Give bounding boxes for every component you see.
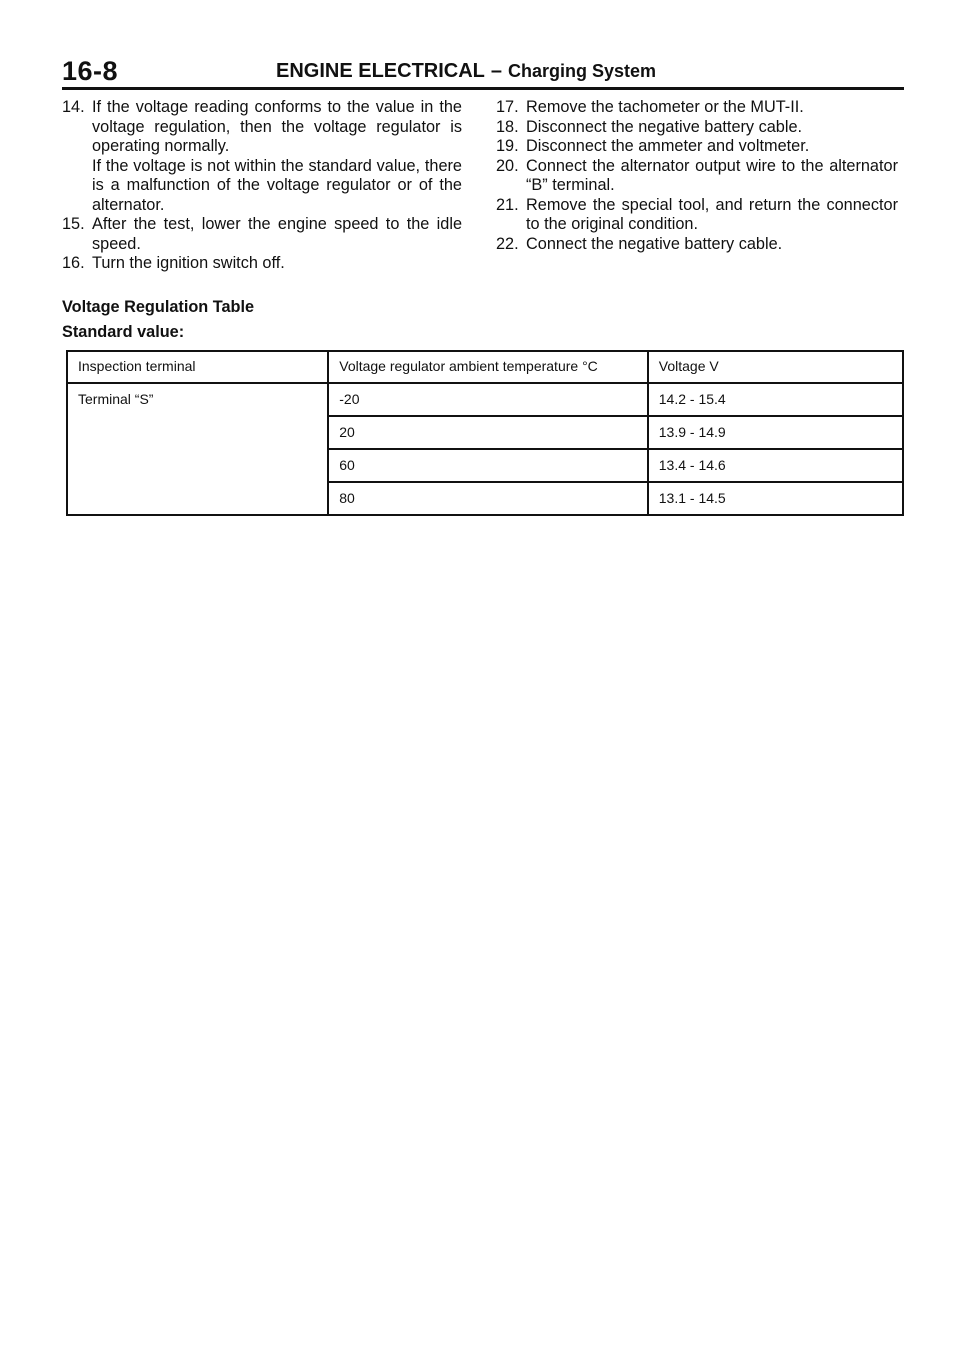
table-row — [67, 383, 903, 416]
step-number: 16. — [62, 254, 85, 272]
page-header — [62, 56, 904, 86]
voltage-cell: 14.2 - 15.4 — [648, 383, 903, 416]
step-text — [526, 137, 898, 157]
terminal-cell: Terminal “S” — [67, 383, 328, 515]
subsection-title: Charging System — [508, 61, 657, 81]
step-paragraph: Remove the tachometer or the MUT-II. — [526, 98, 804, 116]
page-title — [276, 60, 656, 83]
step-text — [526, 118, 898, 138]
step-paragraph: If the voltage is not within the standard value, there is a malfunction of the voltage regulator or of the alternator. — [92, 156, 462, 214]
step-18 — [496, 118, 898, 138]
step-number: 19. — [496, 137, 519, 155]
step-20 — [496, 157, 898, 196]
step-text — [92, 98, 462, 215]
title-separator: – — [490, 60, 503, 82]
column-header-voltage: Voltage V — [648, 351, 903, 383]
step-text — [526, 98, 898, 118]
step-number: 21. — [496, 195, 519, 214]
column-header-temperature: Voltage regulator ambient temperature °C — [328, 351, 648, 383]
step-paragraph: Disconnect the negative battery cable. — [526, 117, 803, 136]
voltage-regulation-table — [66, 350, 904, 516]
step-19 — [496, 137, 898, 157]
voltage-cell: 13.1 - 14.5 — [648, 482, 903, 515]
step-paragraph: Connect the alternator output wire to the alternator “B” terminal. — [526, 156, 898, 194]
step-number: 17. — [496, 98, 519, 116]
step-14 — [62, 98, 462, 215]
voltage-cell: 13.4 - 14.6 — [648, 449, 903, 482]
step-21 — [496, 196, 898, 235]
steps-right-column — [496, 98, 898, 254]
temperature-cell: 80 — [328, 482, 648, 515]
section-title: ENGINE ELECTRICAL — [276, 60, 485, 82]
step-number: 20. — [496, 156, 519, 175]
step-text — [92, 254, 462, 274]
step-17 — [496, 98, 898, 118]
step-paragraph: Turn the ignition switch off. — [92, 254, 285, 272]
step-text — [526, 157, 898, 196]
step-paragraph: If the voltage reading conforms to the value in the voltage regulation, then the voltage regulator is operating normally. — [92, 98, 462, 155]
step-paragraph: Connect the negative battery cable. — [526, 234, 783, 253]
temperature-cell: 60 — [328, 449, 648, 482]
voltage-cell: 13.9 - 14.9 — [648, 416, 903, 449]
step-number: 18. — [496, 117, 519, 136]
temperature-cell: 20 — [328, 416, 648, 449]
step-paragraph: Remove the special tool, and return the connector to the original condition. — [526, 195, 898, 233]
step-15 — [62, 215, 462, 254]
table-heading: Voltage Regulation Table — [62, 298, 255, 316]
step-paragraph: Disconnect the ammeter and voltmeter. — [526, 137, 810, 155]
step-22 — [496, 235, 898, 255]
step-number: 22. — [496, 234, 519, 253]
step-paragraph: After the test, lower the engine speed to the idle speed. — [92, 215, 462, 253]
steps-left-column — [62, 98, 462, 274]
column-header-terminal: Inspection terminal — [67, 351, 328, 383]
header-rule — [62, 87, 904, 90]
step-text — [526, 235, 898, 255]
step-text — [92, 215, 462, 254]
step-number: 14. — [62, 98, 85, 116]
step-16 — [62, 254, 462, 274]
table-subheading: Standard value: — [62, 323, 185, 341]
step-number: 15. — [62, 215, 85, 233]
temperature-cell: -20 — [328, 383, 648, 416]
page-number: 16-8 — [62, 56, 119, 86]
step-text — [526, 196, 898, 235]
table-header-row — [67, 351, 903, 383]
